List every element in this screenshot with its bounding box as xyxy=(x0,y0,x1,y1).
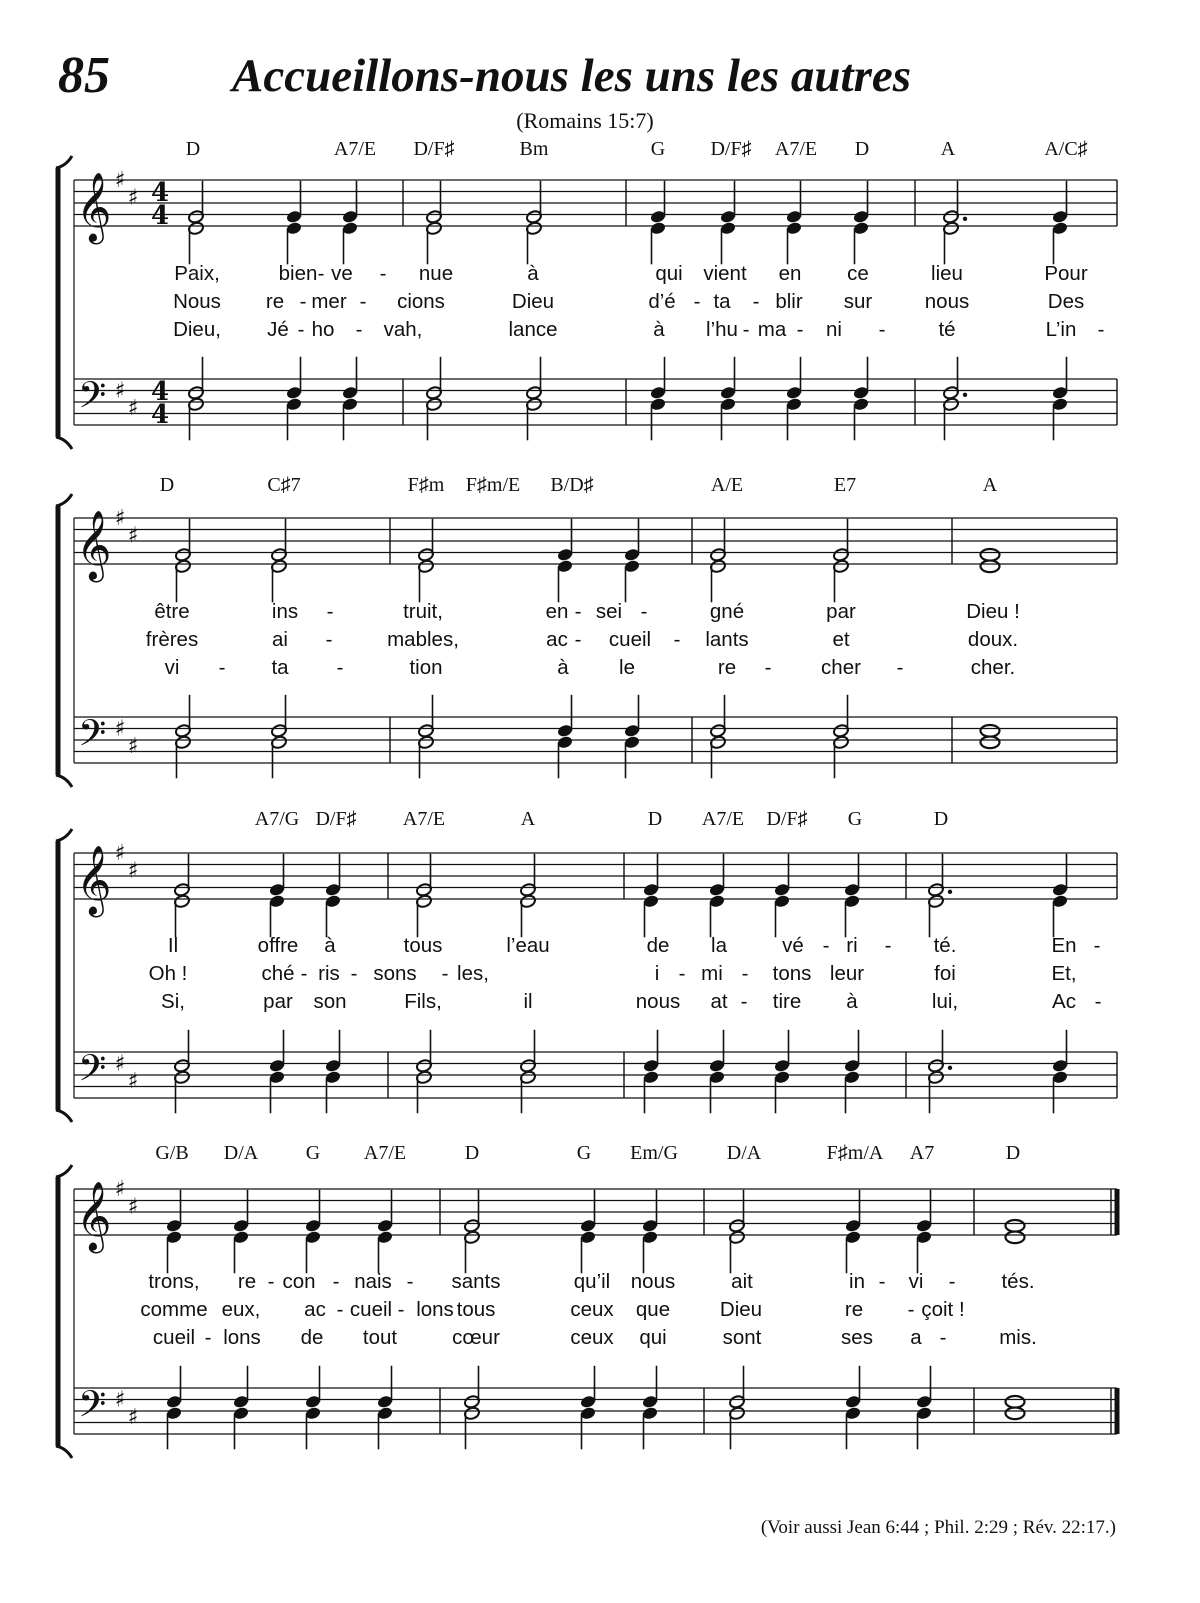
chord-symbol: D xyxy=(854,138,870,160)
lyric-syllable: vah, xyxy=(383,318,423,341)
whole-note xyxy=(1006,1220,1025,1232)
lyric-syllable: ceux xyxy=(570,1326,614,1349)
lyric-syllable: ai xyxy=(272,628,288,651)
bass-staff xyxy=(74,379,1117,425)
chord-symbol: G xyxy=(576,1142,592,1164)
sharp-cs: ♯ xyxy=(127,1068,139,1094)
lyric-syllable: d’é xyxy=(648,290,676,313)
lyric-syllable: - xyxy=(1094,990,1102,1013)
lyric-syllable: que xyxy=(635,1298,671,1321)
lyric-syllable: re xyxy=(717,656,737,679)
lyric-syllable: à xyxy=(653,318,665,341)
lyric-syllable: cueil xyxy=(608,628,652,651)
sharp-cs: ♯ xyxy=(127,395,139,421)
chord-symbol: Bm xyxy=(519,138,549,160)
lyric-syllable: vé xyxy=(782,934,804,957)
lyric-syllable: - xyxy=(204,1326,212,1349)
lyric-syllable: - xyxy=(878,318,886,341)
chord-symbol: A/C♯ xyxy=(1044,138,1088,160)
bass-staff xyxy=(74,717,1117,763)
chord-symbol: G xyxy=(305,1142,321,1164)
treble-staff xyxy=(74,180,1117,226)
hymn-title: Accueillons-nous les uns les autres xyxy=(232,50,912,102)
lyric-syllable: cœur xyxy=(452,1326,500,1349)
lyric-syllable: Nous xyxy=(173,290,221,313)
lyric-syllable: lance xyxy=(508,318,558,341)
chord-symbol: A7 xyxy=(909,1142,935,1164)
lyric-syllable: Des xyxy=(1047,290,1085,313)
lyric-syllable: En xyxy=(1051,934,1077,957)
lyric-syllable: et xyxy=(832,628,850,651)
lyric-syllable: truit, xyxy=(403,600,443,623)
lyric-syllable: - xyxy=(896,656,904,679)
lyric-syllable: ceux xyxy=(570,1298,614,1321)
lyric-syllable: en xyxy=(778,262,802,285)
treble-clef: 𝄞 xyxy=(76,1181,112,1252)
lyric-syllable: - xyxy=(1093,934,1101,957)
lyric-syllable: ve xyxy=(331,262,353,285)
lyric-syllable: - xyxy=(300,962,308,985)
chord-symbol: A7/G xyxy=(254,808,300,830)
lyric-syllable: mables, xyxy=(387,628,459,651)
lyric-syllable: Et, xyxy=(1051,962,1077,985)
lyric-syllable: Paix, xyxy=(174,262,220,285)
lyric-syllable: - xyxy=(406,1270,414,1293)
lyric-syllable: a xyxy=(910,1326,922,1349)
lyric-syllable: bien xyxy=(278,262,318,285)
lyric-syllable: tous xyxy=(403,934,443,957)
lyric-syllable: i xyxy=(654,962,660,985)
lyric-syllable: - xyxy=(317,262,325,285)
chord-symbol: Em/G xyxy=(630,1142,678,1164)
chord-symbol: D/F♯ xyxy=(315,808,357,830)
sharp-fs: ♯ xyxy=(114,378,126,404)
lyric-syllable: - xyxy=(218,656,226,679)
chord-symbol: D xyxy=(647,808,663,830)
chord-symbol: F♯m/E xyxy=(465,474,521,496)
lyric-syllable: tion xyxy=(409,656,443,679)
system-3 xyxy=(56,829,1117,1122)
lyric-syllable: - xyxy=(355,318,363,341)
bracket-bottom xyxy=(56,1110,72,1122)
lyric-syllable: sei xyxy=(595,600,623,623)
lyric-syllable: ri xyxy=(846,934,858,957)
lyric-syllable: leur xyxy=(829,962,865,985)
lyric-syllable: vi xyxy=(164,656,180,679)
lyric-syllable: la xyxy=(711,934,727,957)
lyric-syllable: offre xyxy=(257,934,299,957)
lyric-syllable: les, xyxy=(457,962,489,985)
lyric-syllable: - xyxy=(678,962,686,985)
chord-symbol: C♯7 xyxy=(267,474,301,496)
lyric-syllable: Fils, xyxy=(404,990,442,1013)
lyric-syllable: trons, xyxy=(148,1270,200,1293)
sharp-fs: ♯ xyxy=(114,168,126,193)
treble-clef: 𝄞 xyxy=(76,510,112,581)
lyric-syllable: - xyxy=(741,962,749,985)
lyric-syllable: lui, xyxy=(931,990,959,1013)
footnote: (Voir aussi Jean 6:44 ; Phil. 2:29 ; Rév. 22:17.) xyxy=(760,1517,1116,1538)
lyric-syllable: à xyxy=(557,656,569,679)
lyric-syllable: - xyxy=(332,1270,340,1293)
lyric-syllable: re xyxy=(844,1298,864,1321)
lyric-syllable: Ac xyxy=(1052,990,1076,1013)
lyric-syllable: mis. xyxy=(999,1326,1037,1349)
whole-note xyxy=(1006,1396,1025,1408)
lyric-syllable: cher xyxy=(821,656,861,679)
chord-symbol: D/F♯ xyxy=(766,808,808,830)
lyric-syllable: Dieu xyxy=(719,1298,763,1321)
lyric-syllable: doux. xyxy=(967,628,1019,651)
bracket-top xyxy=(56,1165,72,1177)
lyric-syllable: cueil xyxy=(152,1326,196,1349)
lyric-syllable: - xyxy=(884,934,892,957)
bracket-top xyxy=(56,494,72,506)
lyric-syllable: foi xyxy=(934,962,956,985)
lyric-syllable: vient xyxy=(703,262,747,285)
lyric-syllable: - xyxy=(350,962,358,985)
lyric-syllable: - xyxy=(325,628,333,651)
lyric-syllable: ses xyxy=(841,1326,873,1349)
lyric-syllable: sur xyxy=(843,290,873,313)
lyric-syllable: son xyxy=(313,990,347,1013)
chord-symbol: A7/E xyxy=(701,808,745,830)
lyric-syllable: Oh ! xyxy=(148,962,188,985)
lyric-syllable: - xyxy=(740,990,748,1013)
chord-symbol: A xyxy=(520,808,536,830)
lyric-syllable: - xyxy=(397,1298,405,1321)
lyric-syllable: vi xyxy=(908,1270,924,1293)
lyric-syllable: con xyxy=(282,1270,316,1293)
lyric-syllable: - xyxy=(796,318,804,341)
chord-symbol: A7/E xyxy=(774,138,818,160)
sharp-fs: ♯ xyxy=(114,1051,126,1077)
lyric-syllable: - xyxy=(574,600,582,623)
lyric-syllable: nous xyxy=(630,1270,676,1293)
whole-note xyxy=(1006,1408,1025,1420)
sharp-cs: ♯ xyxy=(127,1194,139,1220)
lyric-syllable: ni xyxy=(826,318,842,341)
chord-symbol: D xyxy=(1005,1142,1021,1164)
lyric-syllable: mer xyxy=(311,290,347,313)
chord-symbol: A xyxy=(982,474,998,496)
chord-symbol: D xyxy=(185,138,201,160)
sharp-cs: ♯ xyxy=(127,733,139,759)
sharp-fs: ♯ xyxy=(114,716,126,742)
lyric-syllable: ce xyxy=(847,262,869,285)
treble-staff xyxy=(74,1189,1117,1235)
dot xyxy=(948,1066,952,1070)
lyric-syllable: tés. xyxy=(1001,1270,1035,1293)
hymn-number: 85 xyxy=(58,47,110,104)
chord-symbol: D/F♯ xyxy=(413,138,455,160)
lyric-syllable: çoit ! xyxy=(921,1298,965,1321)
lyric-syllable: ta xyxy=(713,290,731,313)
lyric-syllable: nous xyxy=(635,990,681,1013)
dot xyxy=(948,890,952,894)
bass-staff xyxy=(74,1388,1117,1434)
chord-symbol: G xyxy=(650,138,666,160)
lyric-syllable: té. xyxy=(933,934,957,957)
lyric-syllable: mi xyxy=(701,962,723,985)
chord-symbol: G xyxy=(847,808,863,830)
lyric-syllable: sants xyxy=(451,1270,501,1293)
lyric-syllable: té xyxy=(938,318,956,341)
bracket-bottom xyxy=(56,775,72,787)
chord-symbol: A7/E xyxy=(402,808,446,830)
lyric-syllable: Pour xyxy=(1044,262,1088,285)
lyric-syllable: ait xyxy=(731,1270,753,1293)
chord-symbol: D/A xyxy=(223,1142,259,1164)
chord-symbol: A7/E xyxy=(333,138,377,160)
time-sig-bottom: 4 xyxy=(150,400,170,430)
sharp-cs: ♯ xyxy=(127,523,139,549)
sharp-fs: ♯ xyxy=(114,1177,126,1202)
whole-note xyxy=(1006,1232,1025,1244)
lyric-syllable: - xyxy=(441,962,449,985)
lyric-syllable: Il xyxy=(167,934,179,957)
bracket-bottom xyxy=(56,1446,72,1458)
lyric-syllable: - xyxy=(1097,318,1105,341)
lyric-syllable: de xyxy=(646,934,670,957)
lyric-syllable: Si, xyxy=(161,990,185,1013)
lyric-syllable: - xyxy=(336,656,344,679)
lyric-syllable: - xyxy=(878,1270,886,1293)
bracket-top xyxy=(56,156,72,168)
lyric-syllable: ma xyxy=(757,318,787,341)
dot xyxy=(963,393,967,397)
sharp-cs: ♯ xyxy=(127,185,139,211)
chord-symbol: A/E xyxy=(710,474,744,496)
whole-note xyxy=(981,725,1000,737)
lyric-syllable: le xyxy=(619,656,635,679)
lyric-syllable: ins xyxy=(271,600,299,623)
lyric-syllable: qu’il xyxy=(573,1270,611,1293)
bass-clef: 𝄢 xyxy=(78,1383,107,1435)
lyric-syllable: lons xyxy=(416,1298,454,1321)
lyric-syllable: - xyxy=(673,628,681,651)
lyric-syllable: lieu xyxy=(931,262,963,285)
chord-symbol: F♯m/A xyxy=(826,1142,884,1164)
lyric-syllable: tire xyxy=(772,990,802,1013)
sharp-fs: ♯ xyxy=(114,506,126,531)
lyric-syllable: sont xyxy=(722,1326,762,1349)
dot xyxy=(963,217,967,221)
chord-symbol: B/D♯ xyxy=(550,474,594,496)
lyric-syllable: Dieu ! xyxy=(966,600,1020,623)
bass-staff xyxy=(74,1052,1117,1098)
lyric-syllable: qui xyxy=(655,262,683,285)
chord-symbol: D xyxy=(464,1142,480,1164)
lyric-syllable: ché xyxy=(261,962,295,985)
lyric-syllable: être xyxy=(154,600,190,623)
sharp-fs: ♯ xyxy=(114,841,126,866)
system-2 xyxy=(56,494,1117,787)
lyric-syllable: cher. xyxy=(970,656,1016,679)
lyric-syllable: à xyxy=(324,934,336,957)
bass-clef: 𝄢 xyxy=(78,374,107,426)
lyric-syllable: à xyxy=(846,990,858,1013)
lyric-syllable: - xyxy=(752,290,760,313)
lyric-syllable: re xyxy=(237,1270,257,1293)
time-sig-top: 4 xyxy=(150,178,170,208)
chord-symbol: G/B xyxy=(155,1142,189,1164)
lyric-syllable: cueil xyxy=(349,1298,393,1321)
lyric-syllable: ris xyxy=(318,962,340,985)
lyric-syllable: lants xyxy=(705,628,749,651)
sharp-cs: ♯ xyxy=(127,1404,139,1430)
whole-note xyxy=(981,561,1000,573)
chord-symbol: F♯m xyxy=(407,474,445,496)
chord-symbol: D xyxy=(933,808,949,830)
lyric-syllable: Dieu, xyxy=(173,318,221,341)
time-sig-bottom: 4 xyxy=(150,201,170,231)
lyric-syllable: nue xyxy=(418,262,454,285)
treble-clef: 𝄞 xyxy=(76,172,112,243)
lyric-syllable: Dieu xyxy=(511,290,555,313)
whole-note xyxy=(981,549,1000,561)
whole-note xyxy=(981,737,1000,749)
bass-clef: 𝄢 xyxy=(78,1047,107,1099)
lyric-syllable: de xyxy=(300,1326,324,1349)
lyric-syllable: - xyxy=(742,318,750,341)
lyric-syllable: blir xyxy=(775,290,803,313)
lyric-syllable: - xyxy=(379,262,387,285)
lyric-syllable: en xyxy=(545,600,569,623)
bass-clef: 𝄢 xyxy=(78,712,107,764)
lyric-syllable: gné xyxy=(709,600,745,623)
lyric-syllable: - xyxy=(297,318,305,341)
lyric-syllable: - xyxy=(764,656,772,679)
lyric-syllable: - xyxy=(574,628,582,651)
chord-symbol: D xyxy=(159,474,175,496)
treble-staff xyxy=(74,853,1117,899)
lyric-syllable: nous xyxy=(924,290,970,313)
lyric-syllable: - xyxy=(299,290,307,313)
lyric-syllable: frères xyxy=(145,628,199,651)
lyric-syllable: comme xyxy=(140,1298,208,1321)
chord-symbol: D/F♯ xyxy=(710,138,752,160)
lyric-syllable: nais xyxy=(354,1270,392,1293)
lyric-syllable: à xyxy=(527,262,539,285)
lyric-syllable: - xyxy=(907,1298,915,1321)
lyric-syllable: ac xyxy=(546,628,568,651)
lyric-syllable: re xyxy=(265,290,285,313)
sharp-cs: ♯ xyxy=(127,858,139,884)
lyric-syllable: - xyxy=(822,934,830,957)
lyric-syllable: il xyxy=(523,990,533,1013)
bracket-top xyxy=(56,829,72,841)
lyric-syllable: par xyxy=(826,600,856,623)
lyric-syllable: Jé xyxy=(267,318,289,341)
lyric-syllable: - xyxy=(267,1270,275,1293)
lyric-syllable: tous xyxy=(456,1298,496,1321)
sharp-fs: ♯ xyxy=(114,1387,126,1413)
lyric-syllable: at xyxy=(710,990,728,1013)
treble-staff xyxy=(74,518,1117,564)
lyric-syllable: par xyxy=(263,990,293,1013)
lyric-syllable: - xyxy=(326,600,334,623)
lyric-syllable: ac xyxy=(304,1298,326,1321)
lyric-syllable: - xyxy=(640,600,648,623)
treble-clef: 𝄞 xyxy=(76,845,112,916)
lyric-syllable: - xyxy=(693,290,701,313)
time-sig-top: 4 xyxy=(150,377,170,407)
bracket-bottom xyxy=(56,437,72,449)
lyric-syllable: cions xyxy=(397,290,445,313)
chord-symbol: A7/E xyxy=(363,1142,407,1164)
chord-symbol: A xyxy=(940,138,956,160)
lyric-syllable: - xyxy=(336,1298,344,1321)
lyric-syllable: lons xyxy=(223,1326,261,1349)
scripture-reference: (Romains 15:7) xyxy=(516,108,654,133)
chord-symbol: E7 xyxy=(833,474,857,496)
lyric-syllable: sons xyxy=(373,962,417,985)
lyric-syllable: l’hu xyxy=(706,318,738,341)
lyric-syllable: - xyxy=(948,1270,956,1293)
chord-symbol: D/A xyxy=(726,1142,762,1164)
lyric-syllable: ho xyxy=(311,318,335,341)
lyric-syllable: tons xyxy=(772,962,812,985)
lyric-syllable: - xyxy=(939,1326,947,1349)
lyric-syllable: l’eau xyxy=(506,934,550,957)
lyric-syllable: L’in xyxy=(1045,318,1077,341)
lyric-syllable: tout xyxy=(362,1326,398,1349)
lyric-syllable: in xyxy=(849,1270,865,1293)
lyric-syllable: eux, xyxy=(221,1298,261,1321)
lyric-syllable: - xyxy=(359,290,367,313)
lyric-syllable: qui xyxy=(639,1326,667,1349)
lyric-syllable: ta xyxy=(271,656,289,679)
